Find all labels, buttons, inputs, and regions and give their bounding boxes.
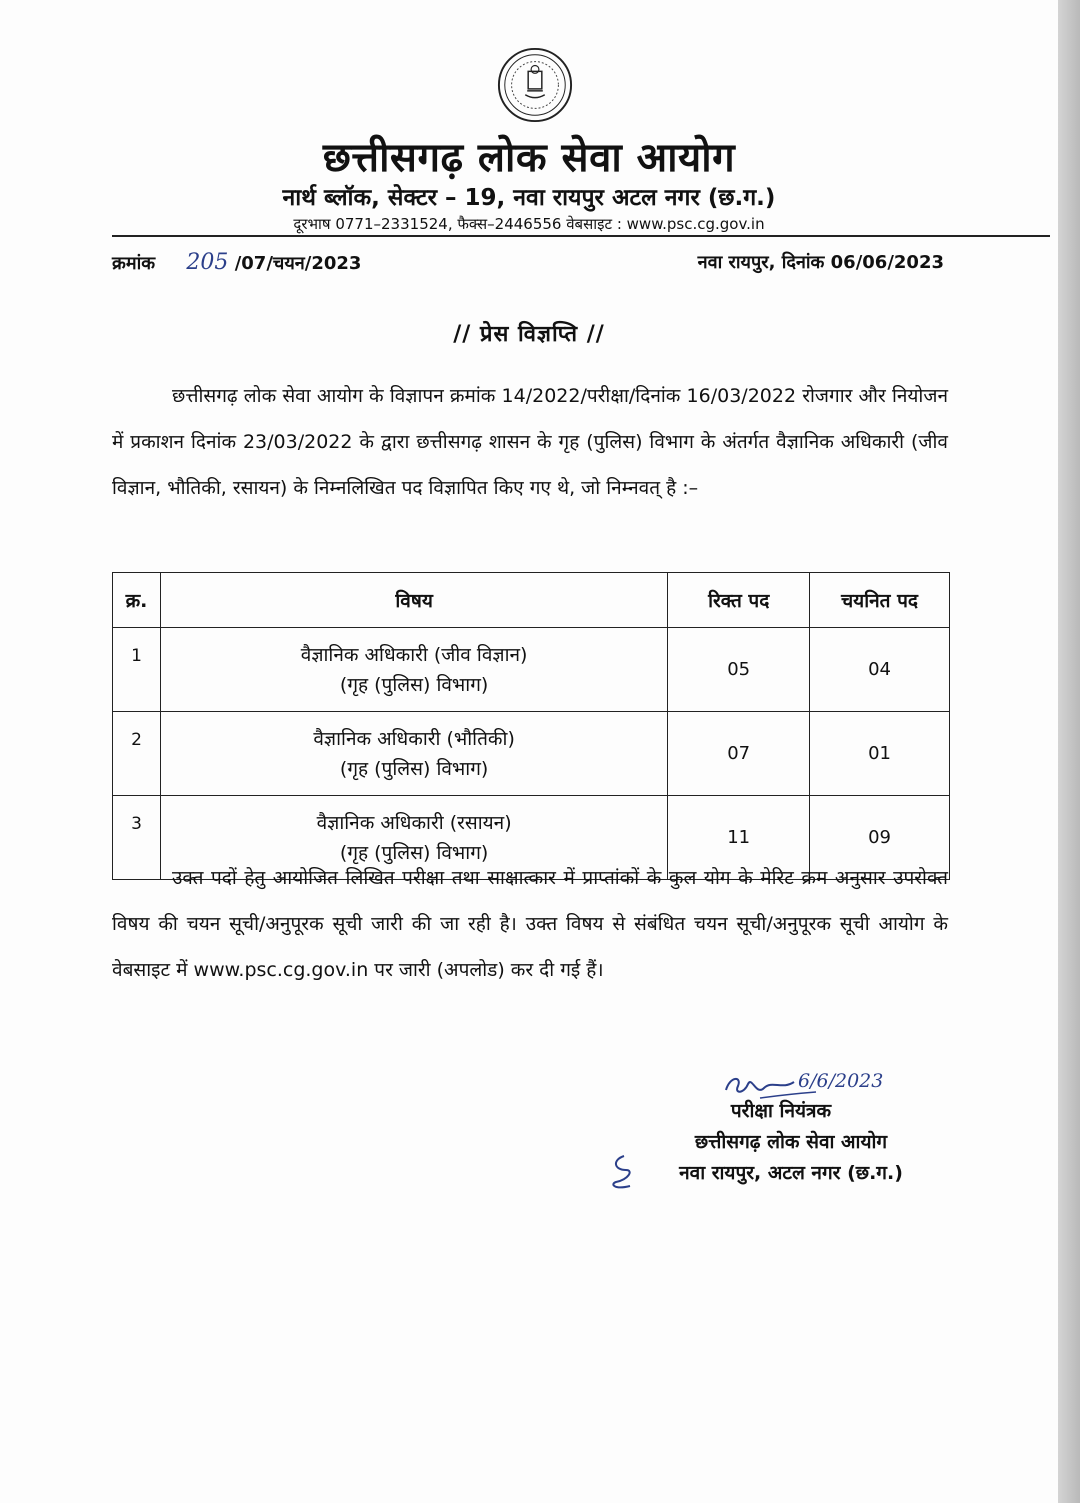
intro-paragraph bbox=[112, 373, 948, 511]
reference-line bbox=[112, 250, 944, 275]
header-subject: विषय bbox=[160, 573, 667, 628]
header-vacant-posts: रिक्त पद bbox=[668, 573, 810, 628]
table-row bbox=[113, 628, 950, 712]
signature-date: 6/6/2023 bbox=[798, 1070, 884, 1092]
subject-title: वैज्ञानिक अधिकारी (रसायन) bbox=[316, 811, 512, 834]
state-emblem-seal bbox=[496, 46, 574, 124]
closing-paragraph bbox=[112, 855, 948, 993]
commission-contact: दूरभाष 0771–2331524, फैक्स–2446556 वेबसाइट : www.psc.cg.gov.in bbox=[293, 215, 765, 233]
row-subject bbox=[160, 628, 667, 712]
commission-address: नार्थ ब्लॉक, सेक्टर – 19, नवा रायपुर अटल नगर (छ.ग.) bbox=[282, 185, 776, 211]
intro-paragraph-text: छत्तीसगढ़ लोक सेवा आयोग के विज्ञापन क्रमांक 14/2022/परीक्षा/दिनांक 16/03/2022 रोजगार और नियोजन में प्रकाशन दिनांक 23/03/2022 के द्वारा छत्तीसगढ़ शासन के गृह (पुलिस) विभाग के अंतर्गत वैज्ञानिक अधिकारी (जीव विज्ञान, भौतिकी, रसायन) के निम्नलिखित पद विज्ञापित किए गए थे, जो निम्नवत् है :– bbox=[112, 385, 948, 499]
row-vacant: 11 bbox=[668, 796, 810, 880]
reference-number-suffix: /07/चयन/2023 bbox=[234, 253, 362, 274]
press-release-heading: // प्रेस विज्ञप्ति // bbox=[453, 322, 605, 347]
reference-label: क्रमांक bbox=[112, 253, 156, 274]
header-selected-posts: चयनित पद bbox=[810, 573, 950, 628]
header-serial: क्र. bbox=[113, 573, 161, 628]
scan-edge bbox=[1058, 0, 1080, 1503]
handwritten-reference-number: 205 bbox=[186, 250, 229, 275]
row-selected: 04 bbox=[810, 628, 950, 712]
closing-paragraph-text: उक्त पदों हेतु आयोजित लिखित परीक्षा तथा साक्षात्कार में प्राप्तांकों के कुल योग के मेरिट क्रम अनुसार उपरोक्त विषय की चयन सूची/अनुपूरक सूची जारी की जा रही है। उक्त विषय से संबंधित चयन सूची/अनुपूरक सूची आयोग के वेबसाइट में www.psc.cg.gov.in पर जारी (अपलोड) कर दी गई हैं। bbox=[112, 867, 948, 981]
subject-title: वैज्ञानिक अधिकारी (भौतिकी) bbox=[313, 727, 515, 750]
row-serial: 3 bbox=[113, 796, 161, 880]
subject-department: (गृह (पुलिस) विभाग) bbox=[339, 757, 489, 780]
subject-title: वैज्ञानिक अधिकारी (जीव विज्ञान) bbox=[300, 643, 528, 666]
signatory-place: नवा रायपुर, अटल नगर (छ.ग.) bbox=[679, 1162, 903, 1184]
reference-number bbox=[112, 250, 361, 275]
signatory-organisation: छत्तीसगढ़ लोक सेवा आयोग bbox=[694, 1131, 888, 1153]
row-selected: 01 bbox=[810, 712, 950, 796]
row-serial: 1 bbox=[113, 628, 161, 712]
posts-table bbox=[112, 572, 950, 880]
signatory-designation: परीक्षा नियंत्रक bbox=[730, 1100, 832, 1122]
subject-department: (गृह (पुलिस) विभाग) bbox=[339, 673, 489, 696]
row-serial: 2 bbox=[113, 712, 161, 796]
row-selected: 09 bbox=[810, 796, 950, 880]
row-subject bbox=[160, 712, 667, 796]
signatory-details bbox=[600, 1096, 922, 1189]
header-divider bbox=[112, 235, 1050, 237]
handwritten-initials-icon bbox=[604, 1152, 640, 1196]
commission-title: छत्तीसगढ़ लोक सेवा आयोग bbox=[322, 135, 736, 181]
place-and-date: नवा रायपुर, दिनांक 06/06/2023 bbox=[697, 252, 944, 273]
table-header-row bbox=[113, 573, 950, 628]
table-row bbox=[113, 712, 950, 796]
row-vacant: 05 bbox=[668, 628, 810, 712]
subject-department: (गृह (पुलिस) विभाग) bbox=[339, 841, 489, 864]
row-vacant: 07 bbox=[668, 712, 810, 796]
